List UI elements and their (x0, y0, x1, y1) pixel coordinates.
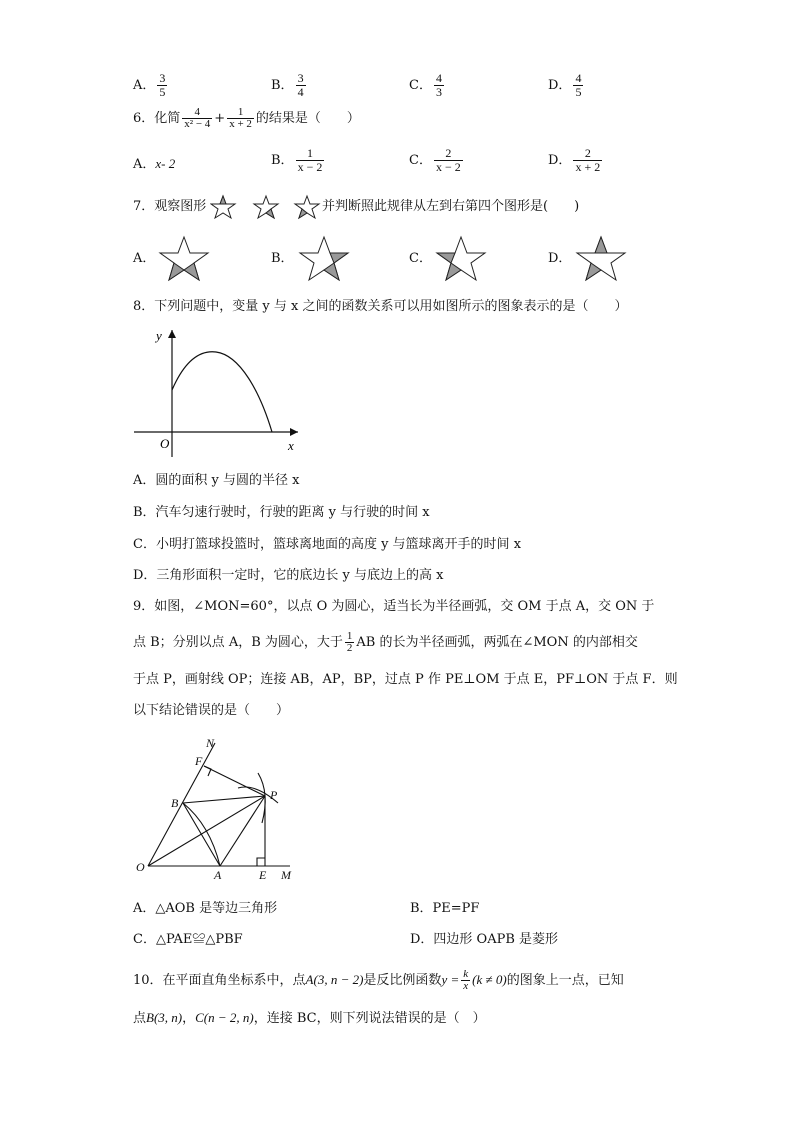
denominator: x + 2 (575, 160, 601, 174)
q6-option-a (133, 156, 175, 173)
q5-option-c (409, 72, 446, 99)
label-e: E (259, 868, 267, 882)
label-m: M (281, 868, 291, 882)
fraction-k-over-x (461, 969, 470, 992)
denominator: x (463, 980, 469, 992)
y-axis-arrow (168, 330, 176, 338)
q9-option-c: C．△PAE≌△PBF (133, 932, 243, 947)
numerator: 4 (435, 71, 442, 85)
point-c-coordinates: C(n − 2, n) (195, 1010, 254, 1025)
option-label: D． (548, 153, 572, 168)
star-figure-2 (254, 196, 278, 218)
q7-option-c-label: C． (409, 251, 432, 266)
x-axis-label: x (288, 438, 294, 453)
star-option-a (160, 237, 208, 280)
q6-option-c (409, 147, 465, 174)
label-p: P (270, 788, 278, 802)
function-y: y = (441, 972, 460, 987)
fraction-one-half (345, 631, 355, 654)
point-b-coordinates: B(3, n) (146, 1010, 183, 1025)
q6-stem (133, 107, 360, 130)
label-b: B (171, 796, 179, 810)
fraction (182, 107, 212, 130)
fraction (434, 147, 463, 174)
q7-option-d-label: D． (548, 251, 572, 266)
comma: ， (182, 1011, 196, 1026)
q5-option-b (271, 72, 308, 99)
right-angle-e (257, 858, 265, 866)
numerator: 3 (297, 71, 304, 85)
q8-option-c: C．小明打篮球投篮时，篮球离地面的高度 y 与篮球离开手的时间 x (133, 537, 522, 552)
option-label: C． (409, 78, 432, 93)
star-option-c (437, 237, 485, 280)
function-condition: (k ≠ 0) (472, 972, 507, 987)
q6-prefix: 6．化简 (133, 111, 181, 126)
q7-option-b-label: B． (271, 251, 294, 266)
origin-label: O (160, 436, 170, 451)
star-option-b (300, 237, 348, 280)
denominator: 2 (346, 642, 353, 654)
numerator: 1 (346, 630, 353, 642)
q9-line4: 以下结论错误的是（ ） (133, 703, 290, 718)
q9-line2-part2: AB 的长为半径画弧，两弧在∠MON 的内部相交 (356, 635, 638, 650)
numerator: 3 (159, 71, 166, 85)
q9-option-d: D．四边形 OAPB 是菱形 (410, 932, 559, 947)
q9-line2-part1: 点 B；分别以点 A，B 为圆心，大于 (133, 635, 343, 650)
denominator: 4 (297, 85, 304, 99)
star-figure-1 (211, 196, 235, 218)
star-option-d (577, 237, 625, 280)
numerator: k (463, 968, 469, 980)
fraction (227, 107, 254, 130)
label-n: N (206, 736, 215, 750)
q8-function-graph (130, 322, 310, 462)
q5-option-a (133, 72, 169, 99)
option-label: A． (133, 78, 156, 93)
denominator: 5 (575, 85, 582, 99)
q6-option-b (271, 147, 326, 174)
q8-option-d: D．三角形面积一定时，它的底边长 y 与底边上的高 x (133, 568, 444, 583)
fraction (573, 72, 583, 99)
option-label: C． (409, 153, 432, 168)
numerator: 1 (237, 106, 244, 118)
q9-line2 (133, 631, 638, 654)
label-f: F (195, 754, 203, 768)
q9-option-b: B．PE=PF (410, 901, 480, 916)
q7-prefix: 7．观察图形 (133, 199, 207, 214)
numerator: 4 (575, 71, 582, 85)
numerator: 1 (306, 146, 313, 160)
denominator: 5 (159, 85, 166, 99)
numerator: 2 (445, 146, 452, 160)
option-label: A． (133, 157, 156, 172)
option-label: D． (548, 78, 572, 93)
y-axis-label: y (156, 328, 162, 343)
fraction (157, 72, 167, 99)
q9-geometry-figure (130, 733, 305, 883)
plus-sign: + (214, 111, 226, 126)
fraction (573, 147, 602, 174)
q7-option-stars (158, 234, 638, 284)
q8-option-a: A．圆的面积 y 与圆的半径 x (133, 473, 300, 488)
q10-line2-part1: 点 (133, 1011, 147, 1026)
q8-option-b: B．汽车匀速行驶时，行驶的距离 y 与行驶的时间 x (133, 505, 430, 520)
denominator: x + 2 (229, 118, 252, 130)
q6-suffix: 的结果是（ ） (255, 111, 360, 126)
q10-line2-part2: ，连接 BC，则下列说法错误的是（ ） (253, 1011, 486, 1026)
q9-line1: 9．如图，∠MON=60°，以点 O 为圆心，适当长为半径画弧，交 OM 于点 A，交 ON 于 (133, 599, 655, 614)
denominator: x² − 4 (184, 118, 211, 130)
ray-on (148, 743, 215, 866)
q7-sequence-figures (210, 194, 330, 220)
option-label: B． (271, 153, 294, 168)
q10-line1-part2: 是反比例函数 (363, 973, 442, 988)
label-o: O (136, 860, 145, 874)
option-label: B． (271, 78, 294, 93)
q8-stem: 8．下列问题中，变量 y 与 x 之间的函数关系可以用如图所示的图象表示的是（ ） (133, 299, 628, 314)
star-figure-3 (295, 196, 319, 218)
q6-option-d (548, 147, 604, 174)
denominator: x − 2 (435, 160, 461, 174)
q10-line2 (133, 1010, 486, 1027)
q10-line1-part3: 的图象上一点，已知 (506, 973, 624, 988)
q9-option-a: A．△AOB 是等边三角形 (133, 901, 278, 916)
denominator: 3 (435, 85, 442, 99)
fraction (296, 147, 325, 174)
segment-ap (220, 796, 265, 866)
q10-line1 (133, 969, 624, 992)
x-axis-arrow (290, 428, 298, 436)
option-text: x- 2 (155, 156, 176, 171)
q5-option-d (548, 72, 585, 99)
q9-line3: 于点 P，画射线 OP；连接 AB，AP，BP，过点 P 作 PE⊥OM 于点 E，PF⊥ON 于点 F．则 (133, 672, 678, 687)
point-a-coordinates: A(3, n − 2) (305, 972, 364, 987)
q10-line1-part1: 10．在平面直角坐标系中，点 (133, 973, 306, 988)
segment-ab (183, 803, 220, 866)
parabola-curve (172, 352, 272, 432)
numerator: 2 (584, 146, 591, 160)
fraction (434, 72, 444, 99)
denominator: x − 2 (297, 160, 323, 174)
right-angle-f (204, 766, 211, 776)
segment-pf (204, 766, 265, 796)
q7-option-a-label: A． (133, 251, 156, 266)
label-a: A (214, 868, 222, 882)
fraction (296, 72, 306, 99)
segment-bp (183, 796, 265, 803)
q7-suffix: 并判断照此规律从左到右第四个图形是( ) (322, 199, 580, 214)
numerator: 4 (194, 106, 201, 118)
